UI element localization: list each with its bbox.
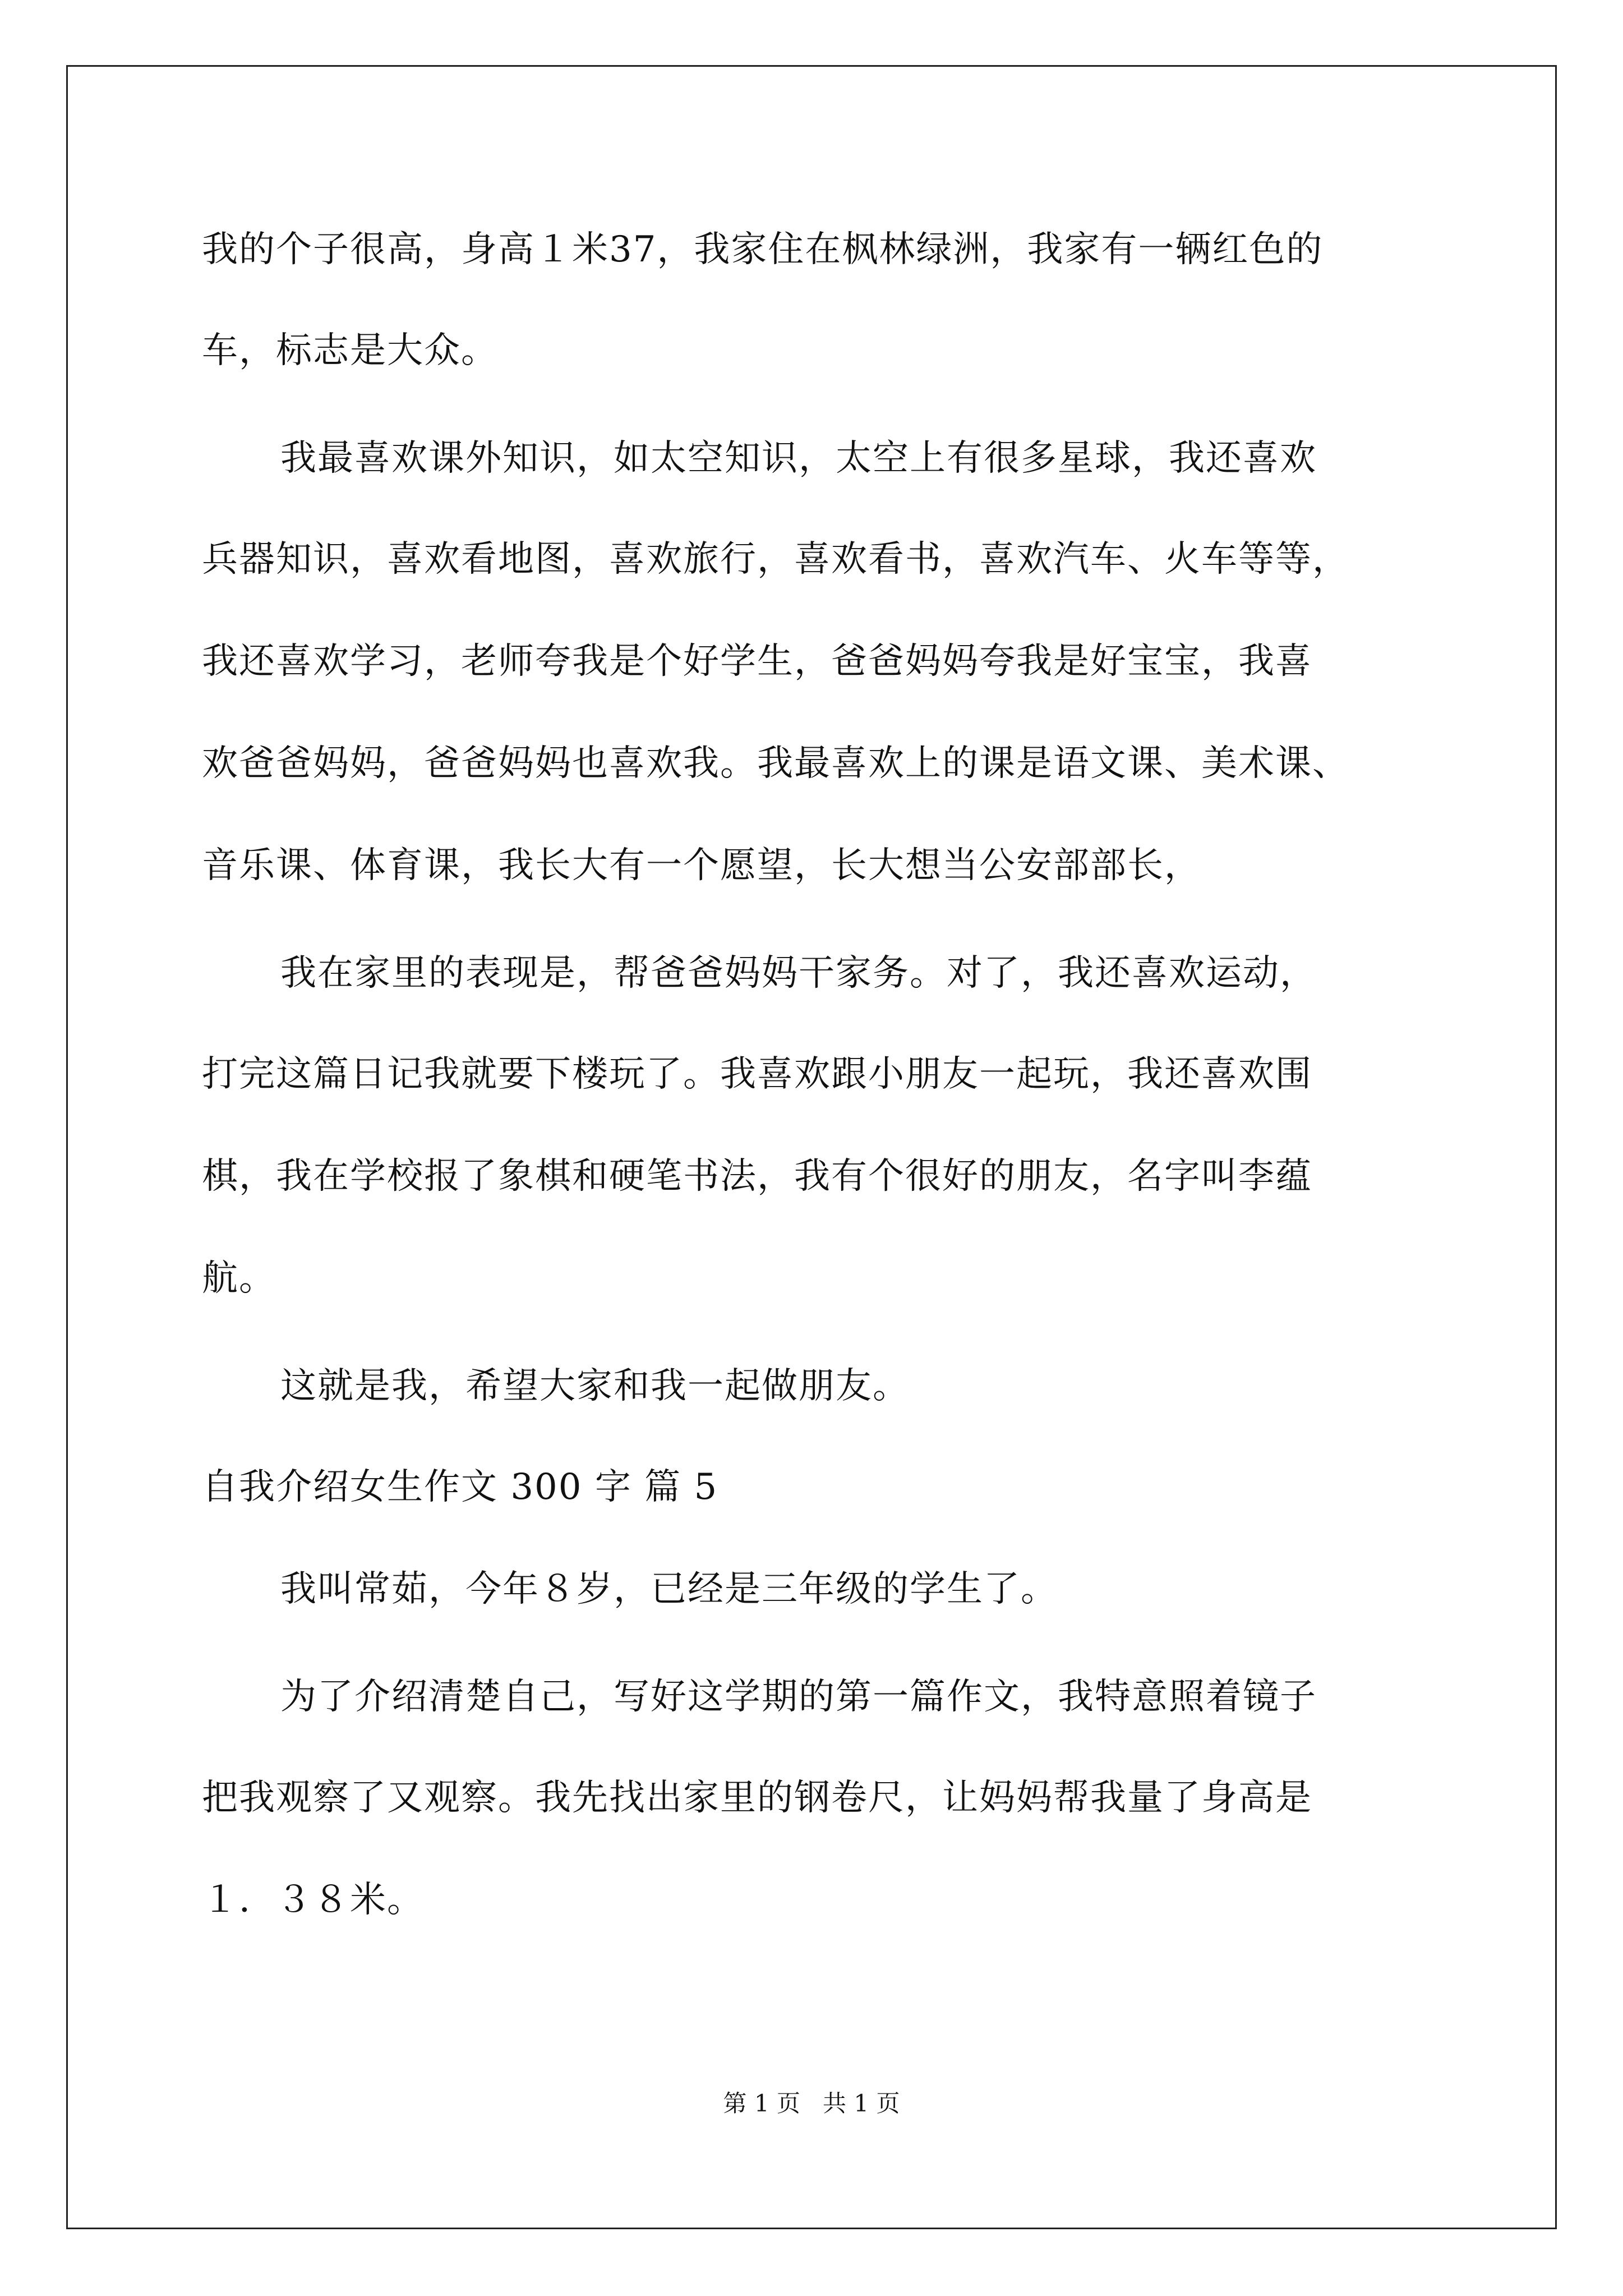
text-line: １．３８米。	[202, 1879, 424, 1921]
text-line: 兵器知识，喜欢看地图，喜欢旅行，喜欢看书，喜欢汽车、火车等等，	[202, 539, 1349, 580]
text-line: 为了介绍清楚自己，写好这学期的第一篇作文，我特意照着镜子	[280, 1676, 1317, 1718]
text-line: 音乐课、体育课，我长大有一个愿望，长大想当公安部部长，	[202, 845, 1201, 886]
section-heading: 自我介绍女生作文 300 字 篇 5	[202, 1466, 718, 1508]
text-line: 我最喜欢课外知识，如太空知识，太空上有很多星球，我还喜欢	[280, 438, 1317, 479]
text-line: 这就是我，希望大家和我一起做朋友。	[280, 1365, 910, 1407]
text-line: 欢爸爸妈妈，爸爸妈妈也喜欢我。我最喜欢上的课是语文课、美术课、	[202, 743, 1349, 784]
text-line: 把我观察了又观察。我先找出家里的钢卷尺，让妈妈帮我量了身高是	[202, 1777, 1312, 1819]
text-line: 我在家里的表现是，帮爸爸妈妈干家务。对了，我还喜欢运动，	[280, 953, 1317, 994]
text-line: 车，标志是大众。	[202, 330, 498, 371]
text-line: 我还喜欢学习，老师夸我是个好学生，爸爸妈妈夸我是好宝宝，我喜	[202, 641, 1312, 682]
text-line: 我的个子很高，身高１米37，我家住在枫林绿洲，我家有一辆红色的	[202, 229, 1324, 270]
text-line: 棋，我在学校报了象棋和硬笔书法，我有个很好的朋友，名字叫李蕴	[202, 1156, 1312, 1197]
text-line: 航。	[202, 1258, 276, 1299]
text-line: 我叫常茹，今年８岁，已经是三年级的学生了。	[280, 1568, 1058, 1610]
text-line: 打完这篇日记我就要下楼玩了。我喜欢跟小朋友一起玩，我还喜欢围	[202, 1053, 1312, 1095]
page-footer: 第 1 页 共 1 页	[723, 2090, 900, 2117]
